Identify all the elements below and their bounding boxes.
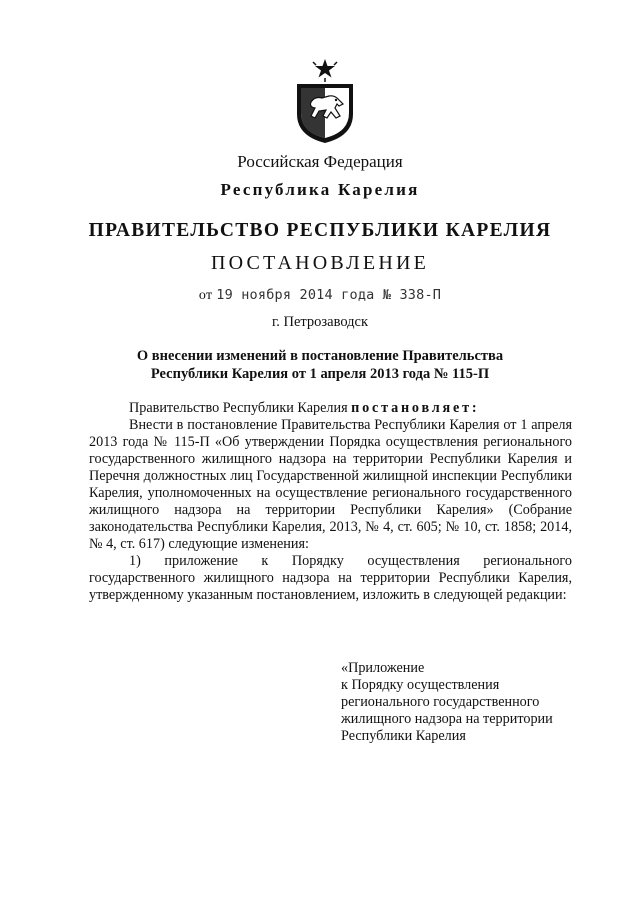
decree-subject [0, 347, 640, 383]
annex-line: регионального государственного [341, 694, 540, 710]
subject-line: Республики Карелия от 1 апреля 2013 года № 115-П [150, 366, 490, 382]
body-paragraph: 1) приложение к Порядку осуществления регионального государственного жилищного надзора на территории Республики Карелия, утвержденному указанным постановлением, изложить в следующей редакции: [89, 553, 572, 603]
annex-line: к Порядку осуществления [341, 677, 500, 693]
annex-line: Республики Карелия [341, 728, 466, 744]
date-prefix: от [198, 288, 213, 303]
body-paragraph: Внести в постановление Правительства Республики Карелия от 1 апреля 2013 года № 115-П «Об утверждении Порядка осуществления регионального государственного жилищного надзора на территории Республики Карелия и Перечня должностных лиц Государственной жилищной инспекции Республики Карелия, уполномоченных на осуществление регионального государственного жилищного надзора на территории Республики Карелия» (Собрание законодательства Республики Карелия, 2013, № 4, ст. 605; № 10, ст. 1858; 2014, № 4, ст. 617) следующие изменения: [89, 417, 572, 552]
country-name: Российская Федерация [237, 152, 403, 171]
annex-line: жилищного надзора на территории [341, 711, 553, 727]
subject-line: О внесении изменений в постановление Правительства [136, 348, 504, 364]
intro-action: постановляет: [351, 400, 480, 416]
annex-line: «Приложение [341, 660, 425, 676]
decree-date-number: 19 ноября 2014 года № 338-П [216, 287, 442, 303]
intro-text: Правительство Республики Карелия [129, 400, 352, 416]
annex-heading [341, 660, 553, 745]
city-name: г. Петрозаводск [271, 314, 369, 330]
decree-dateline [0, 287, 640, 304]
document-type: ПОСТАНОВЛЕНИЕ [210, 252, 430, 274]
government-title: ПРАВИТЕЛЬСТВО РЕСПУБЛИКИ КАРЕЛИЯ [88, 220, 552, 241]
karelia-coat-of-arms-icon [293, 58, 357, 144]
decree-body [89, 400, 572, 604]
republic-name: Республика Карелия [220, 180, 420, 199]
body-intro [89, 400, 572, 417]
